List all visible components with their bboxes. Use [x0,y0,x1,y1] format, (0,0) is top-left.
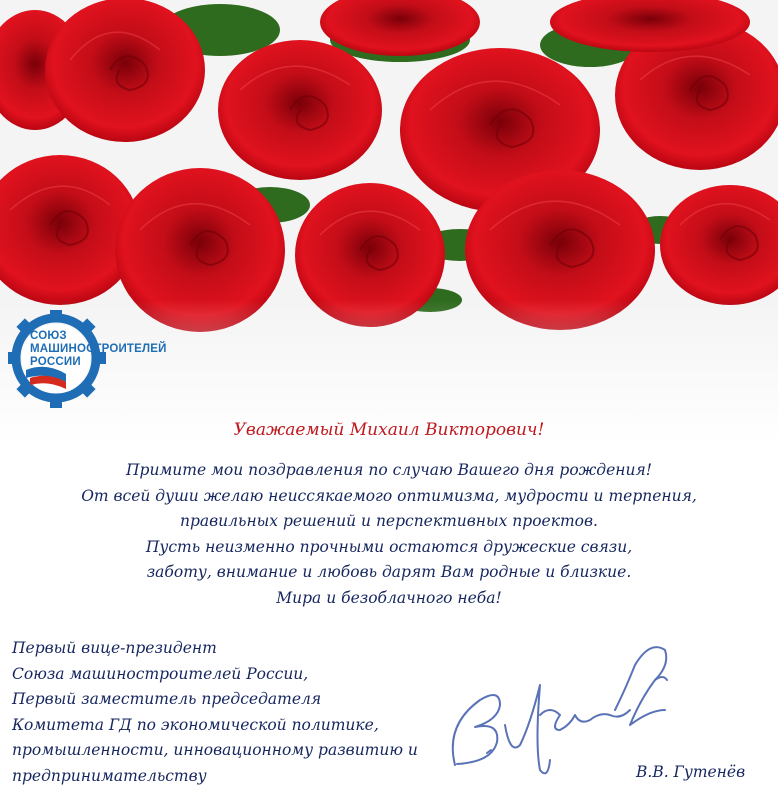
logo-line: СОЮЗ [30,330,67,342]
signer-title [12,636,442,789]
logo-line: МАШИНОСТРОИТЕЛЕЙ [30,343,167,355]
greeting-heading: Уважаемый Михаил Викторович! [233,420,545,440]
logo-line: РОССИИ [30,356,81,368]
message-line: Пусть неизменно прочными остаются дружеские связи, [145,537,633,556]
logo-text [30,330,180,369]
message-line: Мира и безоблачного неба! [276,588,502,607]
signer-line: Первый заместитель председателя [12,690,322,708]
signer-line: Комитета ГД по экономической политике, [12,715,379,734]
signer-line: Первый вице-президент [12,639,217,657]
message-line: правильных решений и перспективных проектов. [180,512,598,530]
message-line: Примите мои поздравления по случаю Вашего дня рождения! [126,461,652,479]
message-line: заботу, внимание и любовь дарят Вам родные и близкие. [146,563,632,581]
signer-line: Союза машиностроителей России, [12,664,309,683]
signer-line: промышленности, инновационному развитию и [12,741,418,759]
message-line: От всей души желаю неиссякаемого оптимизма, мудрости и терпения, [81,486,697,505]
signer-line: предпринимательству [12,766,207,785]
congratulation-message [0,458,778,611]
signer-name: В.В. Гутенёв [636,763,746,781]
